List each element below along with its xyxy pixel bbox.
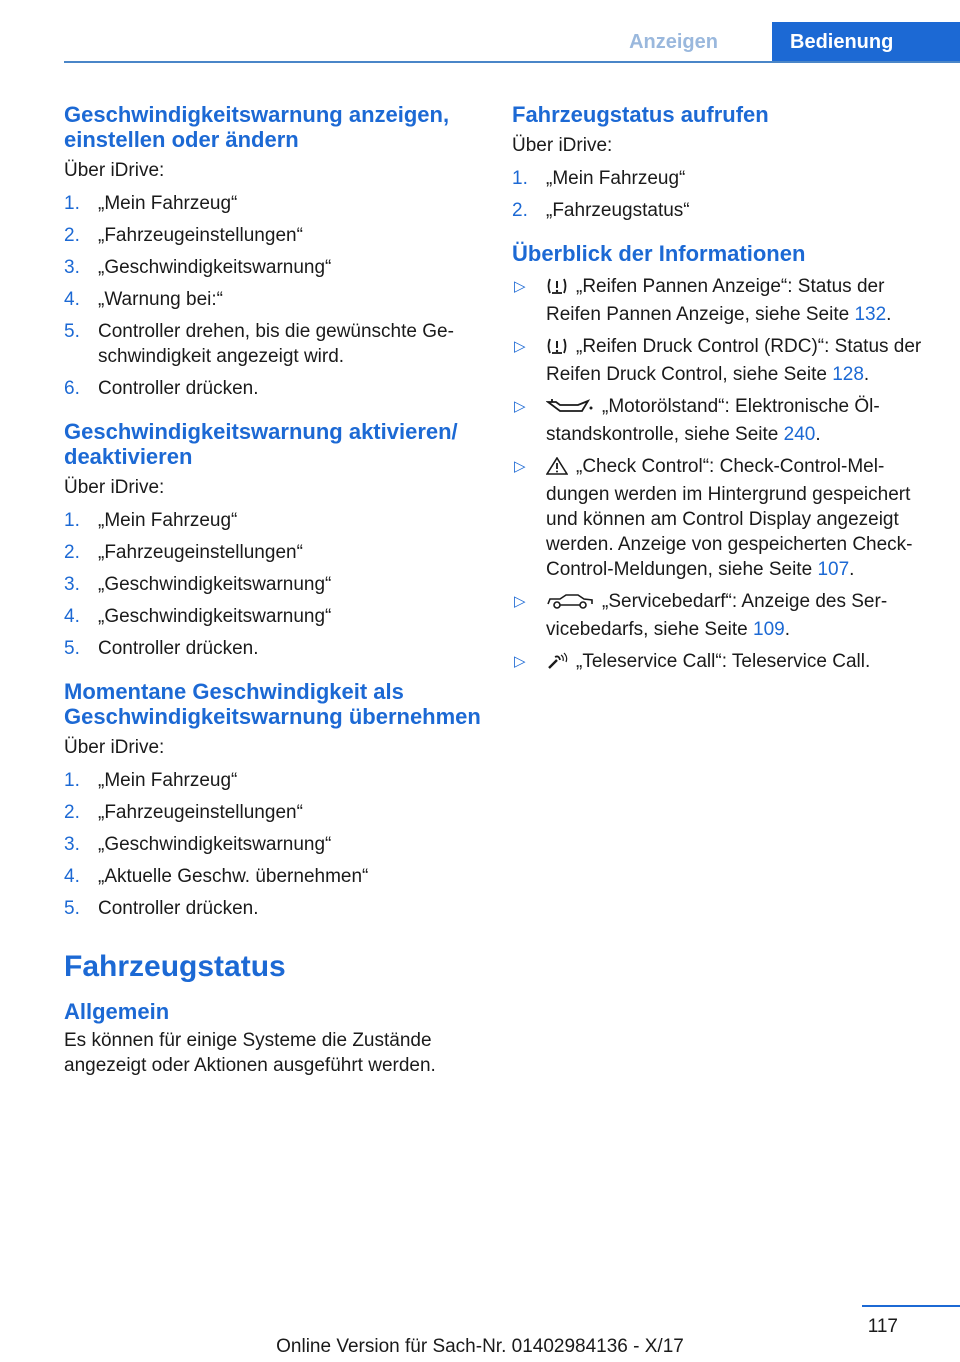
list-item: 2. „Fahrzeugeinstellungen“ <box>64 542 303 563</box>
list-item: 3. „Geschwindigkeitswarnung“ <box>64 834 332 855</box>
section-intro: Über iDrive: <box>64 737 165 758</box>
section-speed-warning-show <box>64 102 484 401</box>
list-item: 1. „Mein Fahrzeug“ <box>512 168 686 189</box>
section-title: Fahrzeugstatus aufrufen <box>512 102 769 127</box>
steps-list <box>512 166 932 223</box>
list-item: 3. „Geschwindigkeitswarnung“ <box>64 257 332 278</box>
list-item: 5. Controller drücken. <box>64 898 259 919</box>
steps-list <box>64 768 484 921</box>
section-body: Es können für einige Systeme die Zustände angezeigt oder Aktionen ausgeführt werden. <box>64 1030 436 1076</box>
info-list <box>512 274 932 677</box>
oil-can-icon <box>546 397 594 422</box>
page-link[interactable]: 128 <box>832 364 864 385</box>
warning-triangle-icon <box>546 457 568 482</box>
list-item: ▷ „Servicebedarf“: Anzeige des Servicebedarfs, siehe Seite 109. <box>514 591 888 640</box>
steps-list <box>64 508 484 661</box>
footer-rule <box>862 1305 960 1307</box>
right-column <box>512 102 932 695</box>
list-item: ▷ „Reifen Pannen Anzeige“: Status der Reifen Pannen Anzeige, siehe Seite 132. <box>514 276 892 325</box>
list-item: 5. Controller drehen, bis die gewünschte Geschwindigkeit angezeigt wird. <box>64 321 454 367</box>
section-intro: Über iDrive: <box>64 160 165 181</box>
service-car-icon <box>546 592 594 617</box>
list-item: 1. „Mein Fahrzeug“ <box>64 510 238 531</box>
left-column <box>64 102 484 1096</box>
list-item: 2. „Fahrzeugstatus“ <box>512 200 690 221</box>
page-link[interactable]: 109 <box>753 619 785 640</box>
list-item: ▷ „Motorölstand“: Elektronische Ölstandskontrolle, siehe Seite 240. <box>514 396 880 445</box>
page-link[interactable]: 132 <box>854 304 887 325</box>
list-item: 1. „Mein Fahrzeug“ <box>64 770 238 791</box>
list-item: 1. „Mein Fahrzeug“ <box>64 193 238 214</box>
section-title: Überblick der Informationen <box>512 241 806 266</box>
section-overview <box>512 241 932 677</box>
section-title: Geschwindigkeitswarnung aktivieren/ deaktivieren <box>64 419 458 469</box>
section-general <box>64 999 484 1078</box>
section-intro: Über iDrive: <box>64 477 165 498</box>
list-item: 2. „Fahrzeugeinstellungen“ <box>64 225 303 246</box>
section-speed-warning-current <box>64 679 484 921</box>
tire-pressure-icon <box>546 337 568 362</box>
tire-pressure-icon <box>546 277 568 302</box>
list-item: 4. „Aktuelle Geschw. übernehmen“ <box>64 866 369 887</box>
bullet-triangle-icon: ▷ <box>514 593 526 610</box>
section-title: Allgemein <box>64 999 170 1024</box>
section-status-open <box>512 102 932 223</box>
section-title: Geschwindigkeitswarnung anzeigen, einstellen oder ändern <box>64 102 450 152</box>
bullet-triangle-icon: ▷ <box>514 338 526 355</box>
bullet-triangle-icon: ▷ <box>514 398 526 415</box>
tab-bedienung[interactable]: Bedienung <box>772 22 960 62</box>
tab-anzeigen[interactable]: Anzeigen <box>629 31 718 53</box>
list-item: 4. „Warnung bei:“ <box>64 289 223 310</box>
list-item: 2. „Fahrzeugeinstellungen“ <box>64 802 303 823</box>
list-item: 4. „Geschwindigkeitswarnung“ <box>64 606 332 627</box>
page-number: 117 <box>867 1316 898 1337</box>
list-item: ▷ „Check Control“: Check-Control-Meldungen werden im Hintergrund gespeichert und können am Control Display angezeigt werden. Anzeige von gespeicherten Check-Control-Meldungen, siehe Seite 107. <box>514 456 913 580</box>
section-title: Momentane Geschwindigkeit als Geschwindigkeitswarnung übernehmen <box>64 679 481 729</box>
list-item: 3. „Geschwindigkeitswarnung“ <box>64 574 332 595</box>
section-intro: Über iDrive: <box>512 135 613 156</box>
list-item: ▷ „Reifen Druck Control (RDC)“: Status der Reifen Druck Control, siehe Seite 128. <box>514 336 922 385</box>
list-item: ▷ „Teleservice Call“: Teleservice Call. <box>512 649 932 677</box>
list-item: 6. Controller drücken. <box>64 378 259 399</box>
page-link[interactable]: 240 <box>783 424 816 445</box>
teleservice-wrench-icon <box>546 652 568 677</box>
header-rule <box>64 61 960 63</box>
bullet-triangle-icon: ▷ <box>514 653 526 670</box>
bullet-triangle-icon: ▷ <box>514 458 526 475</box>
chapter-title: Fahrzeugstatus <box>64 950 286 983</box>
section-speed-warning-toggle <box>64 419 484 661</box>
page-link[interactable]: 107 <box>817 559 850 580</box>
steps-list <box>64 191 484 401</box>
bullet-triangle-icon: ▷ <box>514 278 526 295</box>
list-item: 5. Controller drücken. <box>64 638 259 659</box>
footer-text: Online Version für Sach-Nr. 01402984136 - X/17 <box>276 1336 684 1357</box>
